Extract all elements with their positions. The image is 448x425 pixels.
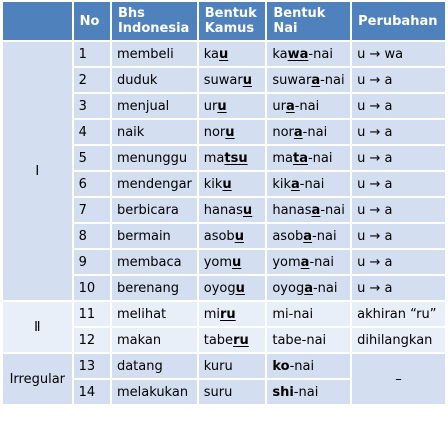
- cell-kamus: asobu: [199, 224, 266, 248]
- cell-nai: nora-nai: [267, 120, 350, 144]
- cell-nai: kawa-nai: [267, 42, 350, 66]
- table-row: [3, 302, 445, 326]
- header-indonesia: Bhs Indonesia: [112, 2, 197, 40]
- cell-indonesia: membaca: [112, 250, 197, 274]
- highlight: wa: [287, 46, 309, 62]
- highlight: a: [300, 254, 310, 270]
- cell-nai: kika-nai: [267, 172, 350, 196]
- highlight: a: [291, 176, 300, 192]
- cell-nai: mi-nai: [267, 302, 350, 326]
- cell-no: 3: [74, 94, 110, 118]
- highlight: ru: [220, 306, 236, 322]
- cell-indonesia: bermain: [112, 224, 197, 248]
- cell-no: 2: [74, 68, 110, 92]
- cell-perubahan: u → a: [352, 198, 445, 222]
- cell-nai: oyoga-nai: [267, 276, 350, 300]
- cell-kamus: matsu: [199, 146, 266, 170]
- cell-indonesia: menjual: [112, 94, 197, 118]
- highlight: a: [293, 124, 303, 140]
- cell-perubahan: u → a: [352, 146, 445, 170]
- cell-indonesia: membeli: [112, 42, 197, 66]
- header-no: No: [74, 2, 110, 40]
- cell-no: 1: [74, 42, 110, 66]
- table-body: [3, 42, 445, 404]
- cell-nai: suwara-nai: [267, 68, 350, 92]
- group-label-I: I: [3, 42, 72, 300]
- cell-nai: yoma-nai: [267, 250, 350, 274]
- cell-nai: ura-nai: [267, 94, 350, 118]
- cell-kamus: suwaru: [199, 68, 266, 92]
- cell-perubahan: u → a: [352, 224, 445, 248]
- cell-nai: ko-nai: [267, 354, 350, 378]
- highlight: shi: [272, 384, 294, 400]
- highlight: ko: [272, 358, 290, 374]
- cell-no: 12: [74, 328, 110, 352]
- highlight: u: [232, 254, 242, 270]
- cell-nai: mata-nai: [267, 146, 350, 170]
- highlight: a: [311, 72, 321, 88]
- highlight: u: [217, 98, 227, 114]
- cell-indonesia: mendengar: [112, 172, 197, 196]
- cell-no: 11: [74, 302, 110, 326]
- cell-kamus: oyogu: [199, 276, 266, 300]
- highlight: tsu: [224, 150, 248, 166]
- cell-nai: shi-nai: [267, 380, 350, 404]
- cell-indonesia: duduk: [112, 68, 197, 92]
- cell-no: 10: [74, 276, 110, 300]
- cell-indonesia: menunggu: [112, 146, 197, 170]
- cell-kamus: kiku: [199, 172, 266, 196]
- cell-indonesia: makan: [112, 328, 197, 352]
- header-group: [3, 2, 72, 40]
- header-row: [3, 2, 445, 40]
- cell-indonesia: melihat: [112, 302, 197, 326]
- table-row: [3, 354, 445, 378]
- cell-no: 7: [74, 198, 110, 222]
- cell-indonesia: berbicara: [112, 198, 197, 222]
- cell-perubahan: u → a: [352, 94, 445, 118]
- cell-kamus: yomu: [199, 250, 266, 274]
- table-row: [3, 42, 445, 66]
- cell-kamus: taberu: [199, 328, 266, 352]
- cell-nai: hanasa-nai: [267, 198, 350, 222]
- cell-no: 6: [74, 172, 110, 196]
- cell-indonesia: berenang: [112, 276, 197, 300]
- cell-perubahan: u → a: [352, 68, 445, 92]
- cell-perubahan: u → a: [352, 276, 445, 300]
- highlight: u: [235, 280, 245, 296]
- cell-nai: asoba-nai: [267, 224, 350, 248]
- cell-perubahan: u → a: [352, 172, 445, 196]
- header-perubahan: Perubahan: [352, 2, 445, 40]
- cell-kamus: noru: [199, 120, 266, 144]
- highlight: u: [222, 176, 232, 192]
- highlight: a: [311, 202, 321, 218]
- cell-no: 14: [74, 380, 110, 404]
- cell-kamus: miru: [199, 302, 266, 326]
- cell-no: 9: [74, 250, 110, 274]
- header-kamus: Bentuk Kamus: [199, 2, 266, 40]
- cell-no: 8: [74, 224, 110, 248]
- cell-no: 4: [74, 120, 110, 144]
- cell-nai: tabe-nai: [267, 328, 350, 352]
- cell-indonesia: datang: [112, 354, 197, 378]
- cell-kamus: kau: [199, 42, 266, 66]
- header-nai: Bentuk Nai: [267, 2, 350, 40]
- cell-no: 13: [74, 354, 110, 378]
- highlight: u: [225, 124, 235, 140]
- cell-kamus: kuru: [199, 354, 266, 378]
- cell-kamus: suru: [199, 380, 266, 404]
- highlight: a: [303, 228, 313, 244]
- cell-indonesia: melakukan: [112, 380, 197, 404]
- cell-perubahan: –: [352, 354, 445, 404]
- highlight: a: [304, 280, 313, 296]
- cell-perubahan: dihilangkan: [352, 328, 445, 352]
- group-label-II: Ⅱ: [3, 302, 72, 352]
- cell-perubahan: akhiran “ru”: [352, 302, 445, 326]
- cell-no: 5: [74, 146, 110, 170]
- cell-kamus: hanasu: [199, 198, 266, 222]
- cell-perubahan: u → wa: [352, 42, 445, 66]
- highlight: a: [285, 98, 295, 114]
- highlight: u: [242, 72, 252, 88]
- verb-conjugation-table: [1, 0, 447, 406]
- cell-perubahan: u → a: [352, 250, 445, 274]
- highlight: u: [234, 228, 244, 244]
- highlight: u: [219, 46, 229, 62]
- highlight: ru: [233, 332, 249, 348]
- cell-kamus: uru: [199, 94, 266, 118]
- highlight: ta: [292, 150, 308, 166]
- highlight: u: [242, 202, 253, 218]
- cell-indonesia: naik: [112, 120, 197, 144]
- group-label-irregular: Irregular: [3, 354, 72, 404]
- cell-perubahan: u → a: [352, 120, 445, 144]
